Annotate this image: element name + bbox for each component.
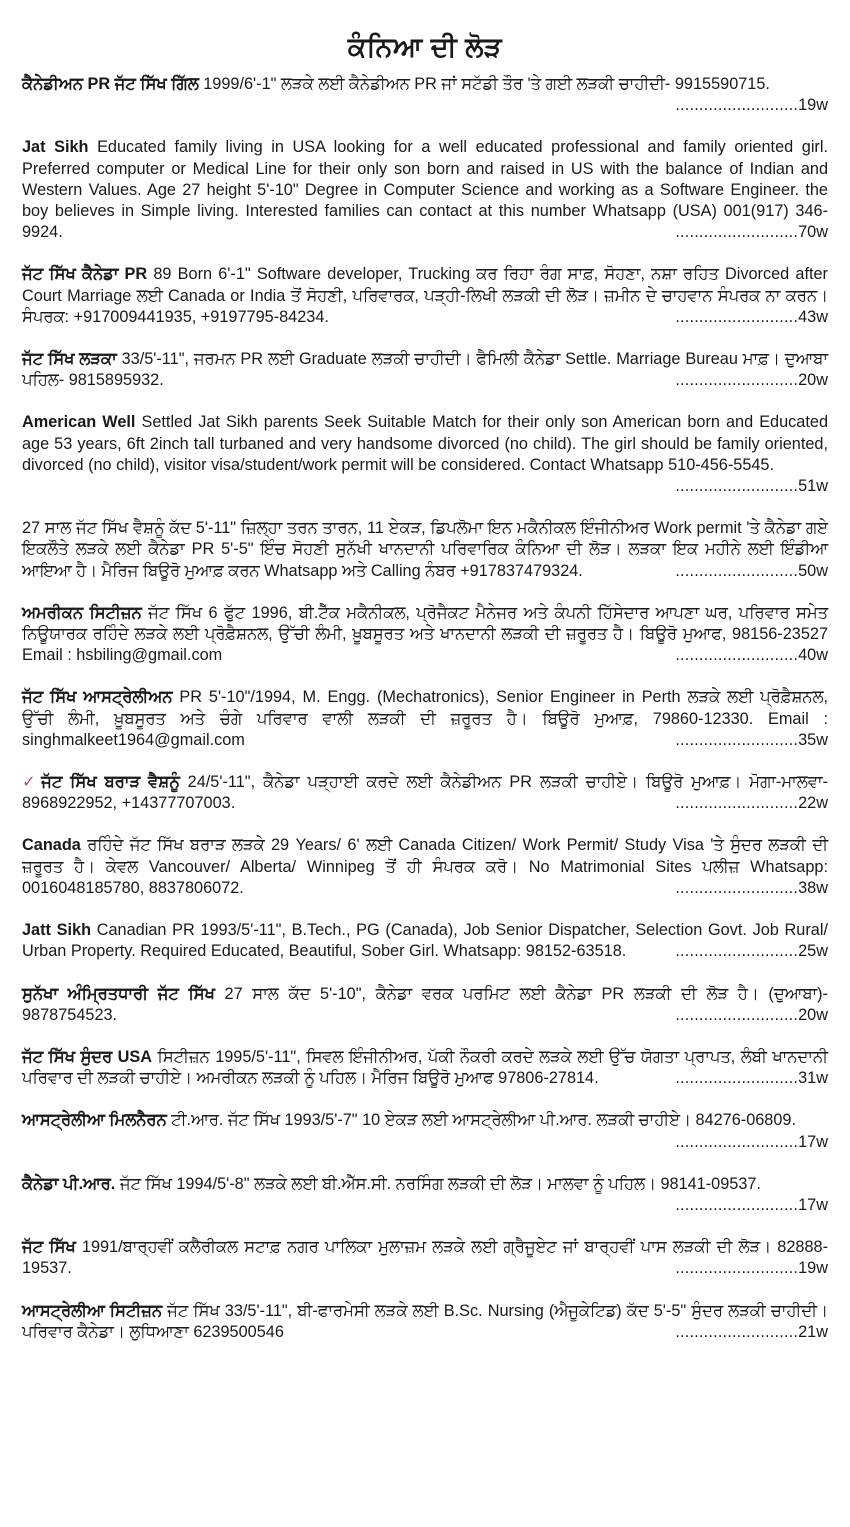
checkmark-icon: ✓ bbox=[22, 773, 40, 792]
ad-code bbox=[675, 1322, 828, 1343]
ad-code bbox=[675, 561, 828, 582]
ad-entry bbox=[22, 1237, 828, 1279]
ad-dots: .......................... bbox=[675, 646, 799, 665]
ad-code bbox=[675, 1068, 828, 1089]
ad-dots: .......................... bbox=[675, 942, 799, 961]
ad-body: 27 ਸਾਲ ਕੱਦ 5'-10", ਕੈਨੇਡਾ ਵਰਕ ਪਰਮਿਟ ਲਈ ਕੈਨੇਡਾ PR ਲੜਕੀ ਦੀ ਲੋੜ ਹੈ। (ਦੁਆਬਾ)- 9878754523. bbox=[22, 984, 828, 1024]
ad-entry bbox=[22, 835, 828, 899]
ad-code-value: 22w bbox=[798, 794, 828, 813]
page-title: ਕੰਨਿਆ ਦੀ ਲੋੜ bbox=[347, 32, 503, 62]
ad-lead: Canada bbox=[22, 836, 81, 855]
ad-dots: .......................... bbox=[675, 1005, 799, 1024]
ad-body: Settled Jat Sikh parents Seek Suitable Match for their only son American born and Educated age 53 years, 6ft 2inch tall turbaned and very handsome divorced (no child). The girl should be family oriented, divorced (no child), visitor visa/student/work permit will be considered. Contact Whatsapp 510-456-5545. bbox=[22, 413, 828, 474]
ad-code bbox=[675, 793, 828, 814]
ad-body: ਜੱਟ ਸਿੱਖ 1994/5'-8" ਲੜਕੇ ਲਈ ਬੀ.ਐੱਸ.ਸੀ. ਨਰਸਿੰਗ ਲੜਕੀ ਦੀ ਲੋੜ। ਮਾਲਵਾ ਨੂੰ ਪਹਿਲ। 98141-09537. bbox=[115, 1174, 761, 1193]
ad-code-value: 25w bbox=[798, 942, 828, 961]
ad-code-value: 20w bbox=[798, 371, 828, 390]
ad-code bbox=[675, 1005, 828, 1026]
ad-code bbox=[675, 222, 828, 243]
ad-body: 89 Born 6'-1" Software developer, Trucking ਕਰ ਰਿਹਾ ਰੰਗ ਸਾਫ਼, ਸੋਹਣਾ, ਨਸ਼ਾ ਰਹਿਤ Divorced after Court Marriage ਲਈ Canada or India ਤੋਂ ਸੋਹਣੀ, ਪਰਿਵਾਰਕ, ਪੜ੍ਹੀ-ਲਿਖੀ ਲੜਕੀ ਦੀ ਲੋੜ। ਜ਼ਮੀਨ ਦੇ ਚਾਹਵਾਨ ਸੰਪਰਕ ਨਾ ਕਰਨ। ਸੰਪਰਕ: +917009441935, +9197795-84234. bbox=[22, 265, 828, 326]
ad-lead: ਅਮਰੀਕਨ ਸਿਟੀਜ਼ਨ bbox=[22, 603, 142, 622]
ad-dots: .......................... bbox=[675, 1132, 799, 1151]
ad-dots: .......................... bbox=[675, 730, 799, 749]
ad-lead: Jat Sikh bbox=[22, 138, 89, 157]
ad-entry bbox=[22, 687, 828, 751]
ad-entry bbox=[22, 1174, 828, 1216]
ad-dots: .......................... bbox=[675, 794, 799, 813]
ad-dots: .......................... bbox=[675, 223, 799, 242]
ad-lead: ਜੱਟ ਸਿੱਖ bbox=[22, 1238, 76, 1257]
ad-code bbox=[675, 645, 828, 666]
ad-body: 27 ਸਾਲ ਜੱਟ ਸਿੱਖ ਵੈਸ਼ਨੂੰ ਕੱਦ 5'-11" ਜ਼ਿਲ੍ਹਾ ਤਰਨ ਤਾਰਨ, 11 ਏਕੜ, ਡਿਪਲੋਮਾ ਇਨ ਮਕੈਨੀਕਲ ਇੰਜੀਨੀਅਰ Work permit 'ਤੇ ਕੈਨੇਡਾ ਗਏ ਇਕਲੌਤੇ ਲੜਕੇ ਲਈ ਕੈਨੇਡਾ PR 5'-5" ਇੰਚ ਸੋਹਣੀ ਸੁਨੱਖੀ ਖਾਨਦਾਨੀ ਪਰਿਵਾਰਿਕ ਕੰਨਿਆ ਦੀ ਲੋੜ। ਲੜਕਾ ਇਕ ਮਹੀਨੇ ਲਈ ਇੰਡੀਆ ਆਇਆ ਹੈ। ਮੈਰਿਜ ਬਿਊਰੋ ਮੁਆਫ਼ ਕਰਨ Whatsapp ਅਤੇ Calling ਨੰਬਰ +917837479324. bbox=[22, 519, 828, 580]
ad-dots: .......................... bbox=[675, 561, 799, 580]
ad-lead: ਕੈਨੇਡੀਅਨ PR ਜੱਟ ਸਿੱਖ ਗਿੱਲ bbox=[22, 75, 199, 93]
ad-dots: .......................... bbox=[675, 477, 799, 496]
ad-code-value: 19w bbox=[798, 1259, 828, 1278]
ad-dots: .......................... bbox=[675, 1259, 799, 1278]
ad-dots: .......................... bbox=[675, 1069, 799, 1088]
ad-body: ਜੱਟ ਸਿੱਖ 33/5'-11", ਬੀ-ਫਾਰਮੇਸੀ ਲੜਕੇ ਲਈ B.Sc. Nursing (ਐਜੂਕੇਟਿਡ) ਕੱਦ 5'-5" ਸੁੰਦਰ ਲੜਕੀ ਚਾਹੀਦੀ। ਪਰਿਵਾਰ ਕੈਨੇਡਾ। ਲੁਧਿਆਣਾ 6239500546 bbox=[22, 1301, 828, 1341]
ad-code bbox=[675, 878, 828, 899]
ad-code bbox=[675, 95, 828, 116]
ad-body: ਸਿਟੀਜ਼ਨ 1995/5'-11", ਸਿਵਲ ਇੰਜੀਨੀਅਰ, ਪੱਕੀ ਨੌਕਰੀ ਕਰਦੇ ਲੜਕੇ ਲਈ ਉੱਚ ਯੋਗਤਾ ਪ੍ਰਾਪਤ, ਲੰਬੀ ਖਾਨਦਾਨੀ ਪਰਿਵਾਰ ਦੀ ਲੜਕੀ ਚਾਹੀਏ। ਅਮਰੀਕਨ ਲੜਕੀ ਨੂੰ ਪਹਿਲ। ਮੈਰਿਜ ਬਿਊਰੋ ਮੁਆਫ 97806-27814. bbox=[22, 1047, 828, 1088]
ad-body: ਰਹਿੰਦੇ ਜੱਟ ਸਿੱਖ ਬਰਾੜ ਲੜਕੇ 29 Years/ 6' ਲਈ Canada Citizen/ Work Permit/ Study Visa 'ਤੇ ਸੁੰਦਰ ਲੜਕੀ ਦੀ ਜ਼ਰੂਰਤ ਹੈ। ਕੇਵਲ Vancouver/ Alberta/ Winnipeg ਤੋਂ ਹੀ ਸੰਪਰਕ ਕਰੋ। No Matrimonial Sites ਪਲੀਜ਼ Whatsapp: 0016048185780, 8837806072. bbox=[22, 836, 828, 897]
ad-code-value: 51w bbox=[798, 477, 828, 496]
ad-lead: ਜੱਟ ਸਿੱਖ ਆਸਟ੍ਰੇਲੀਅਨ bbox=[22, 688, 173, 707]
ad-entry bbox=[22, 984, 828, 1026]
ad-code bbox=[675, 941, 828, 962]
ad-body: ਜੱਟ ਸਿੱਖ 6 ਫੁੱਟ 1996, ਬੀ.ਟੈੱਕ ਮਕੈਨੀਕਲ, ਪ੍ਰੋਜੈਕਟ ਮੈਨੇਜਰ ਅਤੇ ਕੰਪਨੀ ਹਿੱਸੇਦਾਰ ਆਪਣਾ ਘਰ, ਪਰਿਵਾਰ ਸਮੇਤ ਨਿਊਯਾਰਕ ਰਹਿੰਦੇ ਲੜਕੇ ਲਈ ਪ੍ਰੋਫ਼ੈਸ਼ਨਲ, ਉੱਚੀ ਲੰਮੀ, ਖ਼ੂਬਸੂਰਤ ਅਤੇ ਖਾਨਦਾਨੀ ਲੜਕੀ ਦੀ ਜ਼ਰੂਰਤ ਹੈ। ਬਿਊਰੋ ਮੁਆਫ, 98156-23527 Email : hsbiling@gmail.com bbox=[22, 603, 828, 665]
ad-body: Canadian PR 1993/5'-11", B.Tech., PG (Canada), Job Senior Dispatcher, Selection Govt. Job Rural/ Urban Property. Required Educated, Beautiful, Sober Girl. Whatsapp: 98152-63518. bbox=[22, 921, 828, 961]
ad-code-value: 38w bbox=[798, 878, 828, 897]
ad-body: PR 5'-10"/1994, M. Engg. (Mechatronics), Senior Engineer in Perth ਲੜਕੇ ਲਈ ਪ੍ਰੋਫ਼ੈਸ਼ਨਲ, ਉੱਚੀ ਲੰਮੀ, ਖ਼ੂਬਸੂਰਤ ਅਤੇ ਚੰਗੇ ਪਰਿਵਾਰ ਵਾਲੀ ਲੜਕੀ ਦੀ ਜ਼ਰੂਰਤ ਹੈ। ਬਿਊਰੋ ਮੁਆਫ਼, 79860-12330. Email : singhmalkeet1964@gmail.com bbox=[22, 688, 829, 749]
ad-dots: .......................... bbox=[675, 1322, 799, 1341]
ad-dots: .......................... bbox=[675, 371, 799, 390]
ad-code-value: 31w bbox=[798, 1069, 828, 1088]
ad-code-value: 35w bbox=[798, 730, 828, 749]
ad-dots: .......................... bbox=[675, 307, 799, 326]
ad-code-value: 21w bbox=[798, 1322, 828, 1341]
ad-lead: ਜੱਟ ਸਿੱਖ ਕੈਨੇਡਾ PR bbox=[22, 265, 148, 284]
ad-entry bbox=[22, 772, 828, 814]
ad-entry bbox=[22, 74, 828, 116]
ad-code bbox=[675, 1132, 828, 1153]
ad-entry bbox=[22, 137, 828, 243]
ad-entry bbox=[22, 920, 828, 962]
ad-entry bbox=[22, 603, 828, 667]
ad-lead: ਸੁਨੱਖਾ ਅੰਮ੍ਰਿਤਧਾਰੀ ਜੱਟ ਸਿੱਖ bbox=[22, 984, 215, 1003]
ad-code bbox=[675, 730, 828, 751]
ad-code-value: 20w bbox=[798, 1005, 828, 1024]
ad-lead: ਜੱਟ ਸਿੱਖ ਲੜਕਾ bbox=[22, 350, 117, 369]
ad-lead: ਜੱਟ ਸਿੱਖ ਸੁੰਦਰ USA bbox=[22, 1047, 153, 1066]
ad-body: 33/5'-11", ਜਰਮਨ PR ਲਈ Graduate ਲੜਕੀ ਚਾਹੀਦੀ। ਫੈਮਿਲੀ ਕੈਨੇਡਾ Settle. Marriage Bureau ਮਾਫ਼। ਦੁਆਬਾ ਪਹਿਲ- 9815895932. bbox=[22, 350, 829, 390]
ad-code bbox=[675, 1258, 828, 1279]
ad-lead: American Well bbox=[22, 413, 136, 432]
ad-code-value: 40w bbox=[798, 646, 828, 665]
ad-lead: Jatt Sikh bbox=[22, 921, 92, 940]
ad-code bbox=[675, 370, 828, 391]
ad-entry bbox=[22, 1047, 828, 1089]
ad-code-value: 70w bbox=[798, 223, 828, 242]
ad-code bbox=[675, 476, 828, 497]
ad-dots: .......................... bbox=[675, 878, 799, 897]
ad-entry bbox=[22, 412, 828, 497]
ad-code-value: 50w bbox=[798, 561, 828, 580]
ad-code bbox=[675, 1195, 828, 1216]
ad-entry bbox=[22, 264, 828, 328]
ad-lead: ਜੱਟ ਸਿੱਖ ਬਰਾੜ ਵੈਸ਼ਨੂੰ bbox=[41, 773, 180, 792]
ad-entry bbox=[22, 349, 828, 391]
ad-dots: .......................... bbox=[675, 96, 799, 115]
ad-lead: ਕੈਨੇਡਾ ਪੀ.ਆਰ. bbox=[22, 1174, 116, 1193]
ad-dots: .......................... bbox=[675, 1195, 799, 1214]
ads-list bbox=[22, 74, 828, 1343]
ad-body: Educated family living in USA looking for a well educated professional and family oriented girl. Preferred computer or Medical Line for their only son born and raised in US with the balance of Indian and Western Values. Age 27 height 5'-10" Degree in Computer Science and working as a Software Engineer. the boy believes in Simple living. Interested families can contact at this number Whatsapp (USA) 001(917) 346-9924. bbox=[22, 138, 828, 242]
ad-body: 1999/6'-1" ਲੜਕੇ ਲਈ ਕੈਨੇਡੀਅਨ PR ਜਾਂ ਸਟੱਡੀ ਤੌਰ 'ਤੇ ਗਈ ਲੜਕੀ ਚਾਹੀਦੀ- 9915590715. bbox=[198, 75, 770, 93]
ad-entry bbox=[22, 1301, 828, 1343]
ad-body: 24/5'-11", ਕੈਨੇਡਾ ਪੜ੍ਹਾਈ ਕਰਦੇ ਲਈ ਕੈਨੇਡੀਅਨ PR ਲੜਕੀ ਚਾਹੀਏ। ਬਿਊਰੋ ਮੁਆਫ਼। ਮੋਗਾ-ਮਾਲਵਾ- 8968922952, +14377707003. bbox=[22, 773, 828, 813]
ad-code-value: 17w bbox=[798, 1132, 828, 1151]
ad-code-value: 19w bbox=[798, 96, 828, 115]
ad-code-value: 43w bbox=[798, 307, 828, 326]
ad-lead: ਆਸਟ੍ਰੇਲੀਆ ਮਿਲਨੈਰਨ bbox=[22, 1111, 167, 1130]
ad-body: ਟੀ.ਆਰ. ਜੱਟ ਸਿੱਖ 1993/5'-7" 10 ਏਕੜ ਲਈ ਆਸਟ੍ਰੇਲੀਆ ਪੀ.ਆਰ. ਲੜਕੀ ਚਾਹੀਏ। 84276-06809. bbox=[166, 1111, 796, 1130]
ad-code-value: 17w bbox=[798, 1195, 828, 1214]
ad-body: 1991/ਬਾਰ੍ਹਵੀਂ ਕਲੈਰੀਕਲ ਸਟਾਫ਼ ਨਗਰ ਪਾਲਿਕਾ ਮੁਲਾਜ਼ਮ ਲੜਕੇ ਲਈ ਗ੍ਰੈਜੂਏਟ ਜਾਂ ਬਾਰ੍ਹਵੀਂ ਪਾਸ ਲੜਕੀ ਦੀ ਲੋੜ। 82888-19537. bbox=[22, 1238, 828, 1278]
ad-entry bbox=[22, 518, 828, 582]
ad-lead: ਆਸਟ੍ਰੇਲੀਆ ਸਿਟੀਜ਼ਨ bbox=[22, 1301, 163, 1320]
ad-entry bbox=[22, 1110, 828, 1152]
ad-code bbox=[675, 307, 828, 328]
